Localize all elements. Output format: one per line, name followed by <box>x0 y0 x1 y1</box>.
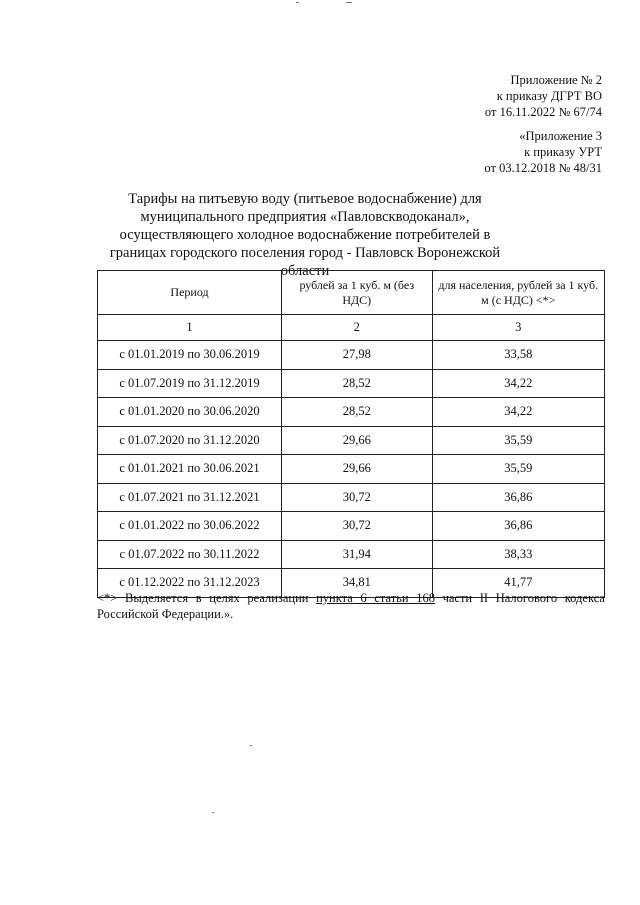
table-row <box>98 540 605 569</box>
document-title: Тарифы на питьевую воду (питьевое водоснабжение) для муниципального предприятия «Павловскводоканал», осуществляющего холодное водоснабжение потребителей в границах городского поселения город - Павловск Воронежской области <box>109 191 501 279</box>
column-number: 1 <box>98 315 282 341</box>
price-population-cell: 36,86 <box>432 483 604 512</box>
price-no-vat-cell: 29,66 <box>282 426 433 455</box>
price-no-vat-cell: 27,98 <box>282 341 433 370</box>
header-period: Период <box>98 271 282 315</box>
price-population-cell: 41,77 <box>432 569 604 598</box>
table-row <box>98 369 605 398</box>
period-cell: с 01.12.2022 по 31.12.2023 <box>98 569 282 598</box>
period-cell: с 01.07.2021 по 31.12.2021 <box>98 483 282 512</box>
appendix-3-line-1: «Приложение 3 <box>519 129 602 143</box>
appendix-2-line-2: к приказу ДГРТ ВО <box>496 89 602 103</box>
appendix-3-line-3: от 03.12.2018 № 48/31 <box>484 161 602 175</box>
price-population-cell: 36,86 <box>432 512 604 541</box>
period-cell: с 01.01.2020 по 30.06.2020 <box>98 398 282 427</box>
column-number-row <box>98 315 605 341</box>
table-row <box>98 341 605 370</box>
price-population-cell: 34,22 <box>432 369 604 398</box>
tax-code-link[interactable]: пункта 6 статьи 168 <box>316 591 435 605</box>
table-row <box>98 426 605 455</box>
appendix-2-line-3: от 16.11.2022 № 67/74 <box>484 105 602 119</box>
table-header-row <box>98 271 605 315</box>
footnote-prefix: <*> Выделяется в целях реализации <box>97 591 317 605</box>
footnote <box>97 590 605 622</box>
period-cell: с 01.01.2019 по 30.06.2019 <box>98 341 282 370</box>
price-population-cell: 33,58 <box>432 341 604 370</box>
scan-mark <box>212 812 214 813</box>
period-cell: с 01.07.2019 по 31.12.2019 <box>98 369 282 398</box>
period-cell: с 01.01.2021 по 30.06.2021 <box>98 455 282 484</box>
price-population-cell: 38,33 <box>432 540 604 569</box>
period-cell: с 01.07.2022 по 30.11.2022 <box>98 540 282 569</box>
price-no-vat-cell: 28,52 <box>282 398 433 427</box>
column-number: 3 <box>432 315 604 341</box>
price-no-vat-cell: 31,94 <box>282 540 433 569</box>
scan-mark <box>250 745 252 746</box>
price-no-vat-cell: 30,72 <box>282 483 433 512</box>
price-no-vat-cell: 34,81 <box>282 569 433 598</box>
table-row <box>98 483 605 512</box>
footnote-suffix: части II Налогового кодекса Российской Федерации.». <box>97 591 605 621</box>
price-no-vat-cell: 29,66 <box>282 455 433 484</box>
tariff-table <box>97 270 605 598</box>
header-price-population: для населения, рублей за 1 куб. м (с НДС) <*> <box>432 271 604 315</box>
appendix-2-header <box>485 72 602 120</box>
scan-mark <box>296 2 299 3</box>
table-row <box>98 398 605 427</box>
scan-mark <box>346 2 352 3</box>
appendix-3-line-2: к приказу УРТ <box>524 145 602 159</box>
table-row <box>98 512 605 541</box>
price-no-vat-cell: 30,72 <box>282 512 433 541</box>
price-population-cell: 35,59 <box>432 426 604 455</box>
header-price-no-vat: рублей за 1 куб. м (без НДС) <box>282 271 433 315</box>
appendix-2-line-1: Приложение № 2 <box>510 73 602 87</box>
price-no-vat-cell: 28,52 <box>282 369 433 398</box>
period-cell: с 01.07.2020 по 31.12.2020 <box>98 426 282 455</box>
price-population-cell: 34,22 <box>432 398 604 427</box>
column-number: 2 <box>282 315 433 341</box>
price-population-cell: 35,59 <box>432 455 604 484</box>
appendix-3-header <box>484 128 602 176</box>
table-row <box>98 455 605 484</box>
period-cell: с 01.01.2022 по 30.06.2022 <box>98 512 282 541</box>
